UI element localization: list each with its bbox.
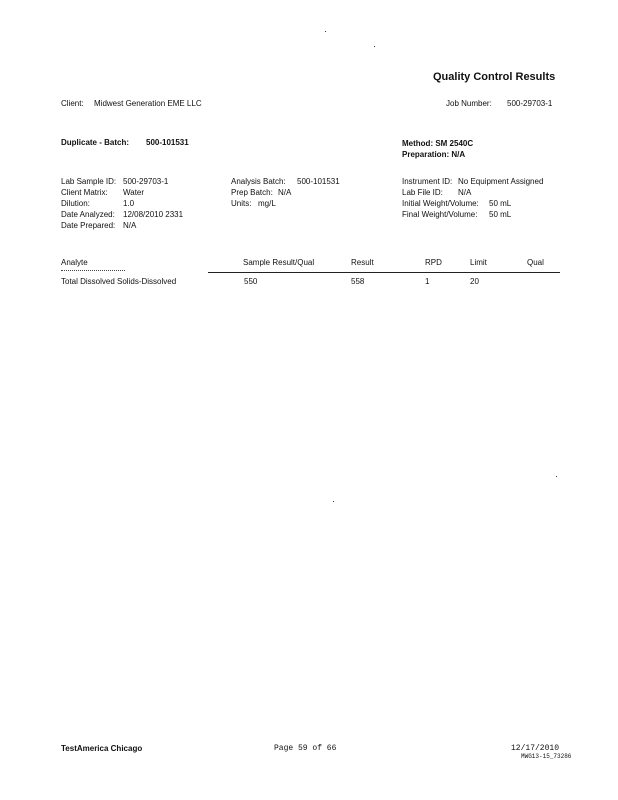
col-header-qual: Qual <box>527 258 544 267</box>
job-number-label: Job Number: <box>446 99 492 108</box>
duplicate-batch-label: Duplicate - Batch: <box>61 138 130 147</box>
header-rule <box>208 272 560 273</box>
report-title: Quality Control Results <box>433 71 556 83</box>
scan-speck <box>374 46 375 47</box>
date-analyzed-value: 12/08/2010 2331 <box>123 210 184 219</box>
duplicate-batch-value: 500-101531 <box>146 138 189 147</box>
footer-doc-code: MWG13-15_73286 <box>521 753 572 760</box>
header-rule-analyte <box>61 270 125 271</box>
job-number-value: 500-29703-1 <box>507 99 553 108</box>
scan-speck <box>556 476 557 477</box>
date-prepared-value: N/A <box>123 221 137 230</box>
lab-sample-id-label: Lab Sample ID: <box>61 177 117 186</box>
lab-file-id-value: N/A <box>458 188 472 197</box>
final-weight-volume-value: 50 mL <box>489 210 512 219</box>
footer-page-number: Page 59 of 66 <box>274 744 337 753</box>
client-matrix-value: Water <box>123 188 145 197</box>
final-weight-volume-label: Final Weight/Volume: <box>402 210 478 219</box>
col-header-sample-result: Sample Result/Qual <box>243 258 315 267</box>
analysis-batch-label: Analysis Batch: <box>231 177 286 186</box>
date-prepared-label: Date Prepared: <box>61 221 116 230</box>
units-value: mg/L <box>258 199 276 208</box>
method: Method: SM 2540C <box>402 139 474 148</box>
prep-batch-label: Prep Batch: <box>231 188 273 197</box>
col-header-limit: Limit <box>470 258 487 267</box>
dilution-value: 1.0 <box>123 199 135 208</box>
preparation: Preparation: N/A <box>402 150 466 159</box>
units-label: Units: <box>231 199 252 208</box>
instrument-id-label: Instrument ID: <box>402 177 453 186</box>
row-limit: 20 <box>470 277 479 286</box>
dilution-label: Dilution: <box>61 199 90 208</box>
lab-sample-id-value: 500-29703-1 <box>123 177 169 186</box>
row-analyte: Total Dissolved Solids-Dissolved <box>61 277 177 286</box>
scan-speck <box>325 31 326 32</box>
client-matrix-label: Client Matrix: <box>61 188 108 197</box>
initial-weight-volume-value: 50 mL <box>489 199 512 208</box>
col-header-rpd: RPD <box>425 258 442 267</box>
col-header-analyte: Analyte <box>61 258 88 267</box>
client-value: Midwest Generation EME LLC <box>94 99 202 108</box>
lab-file-id-label: Lab File ID: <box>402 188 443 197</box>
footer-lab-name: TestAmerica Chicago <box>61 744 143 753</box>
instrument-id-value: No Equipment Assigned <box>458 177 544 186</box>
date-analyzed-label: Date Analyzed: <box>61 210 115 219</box>
scan-speck <box>333 501 334 502</box>
initial-weight-volume-label: Initial Weight/Volume: <box>402 199 479 208</box>
client-label: Client: <box>61 99 84 108</box>
prep-batch-value: N/A <box>278 188 292 197</box>
row-rpd: 1 <box>425 277 430 286</box>
row-result: 558 <box>351 277 365 286</box>
analysis-batch-value: 500-101531 <box>297 177 340 186</box>
footer-date: 12/17/2010 <box>511 744 560 753</box>
row-sample-result: 550 <box>244 277 258 286</box>
col-header-result: Result <box>351 258 374 267</box>
